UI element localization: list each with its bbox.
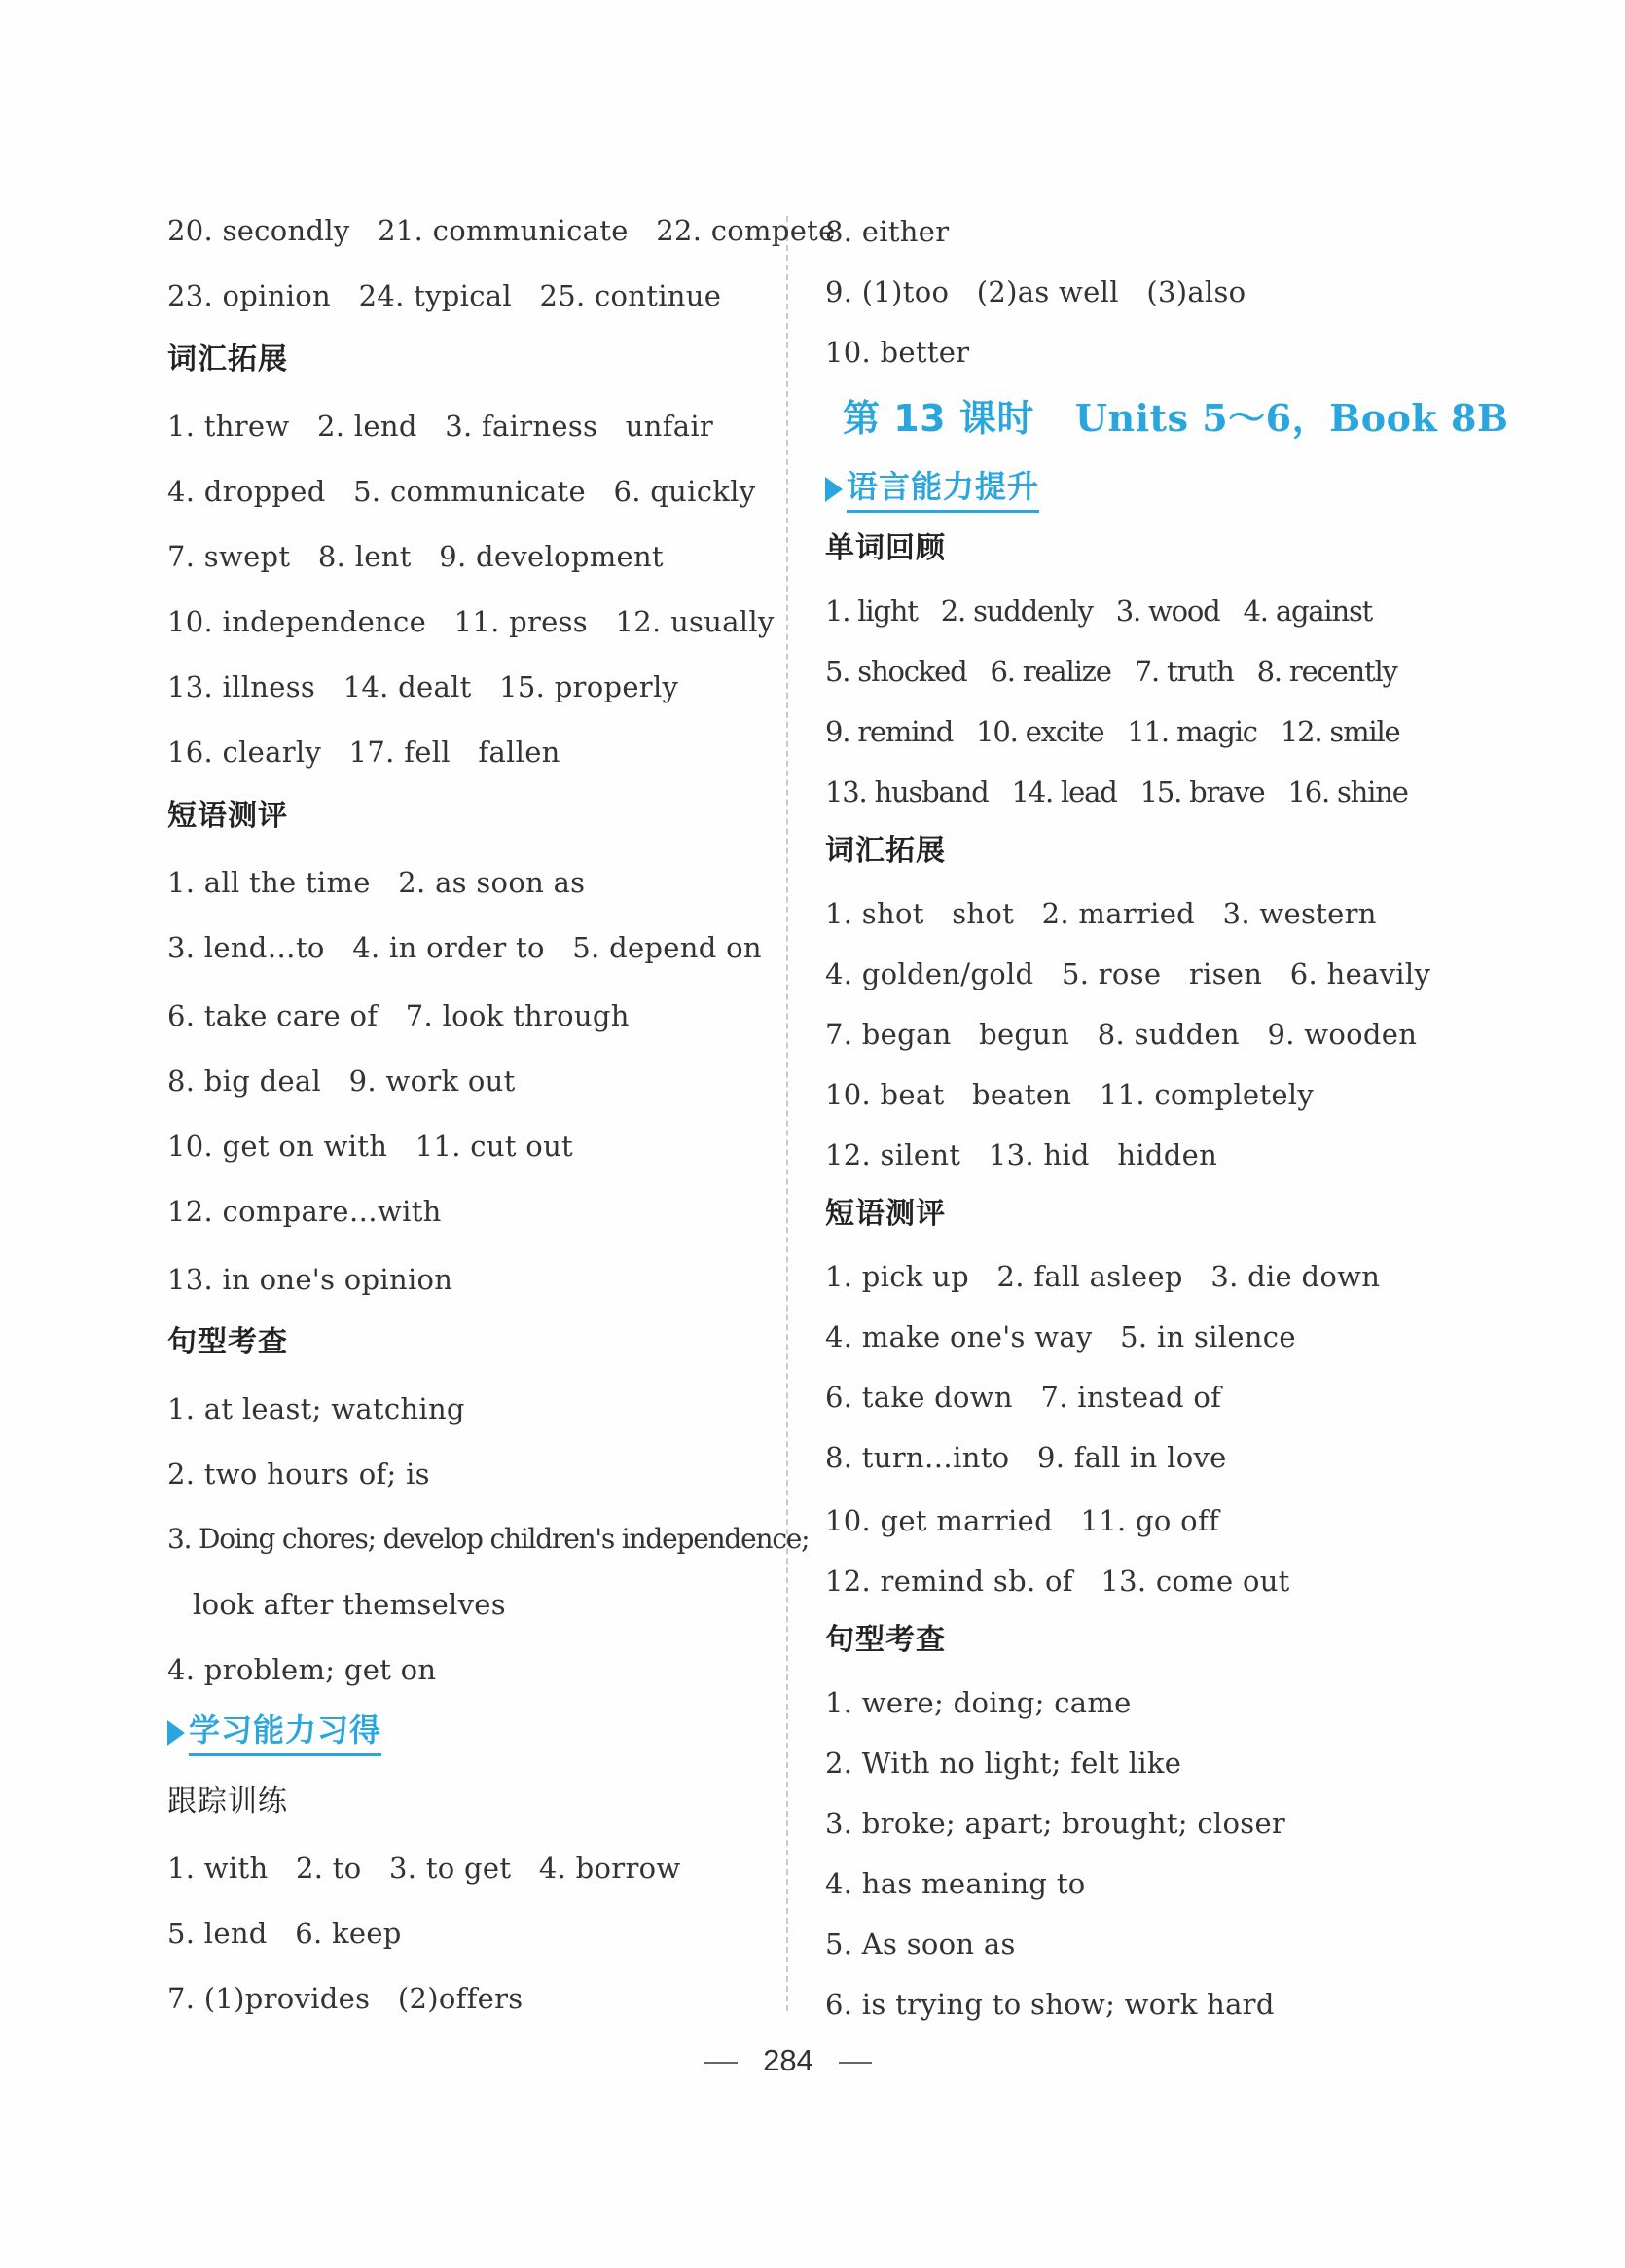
section-study-ability: 学习能力习得 — [167, 1709, 381, 1756]
answer-line: 10. better — [825, 336, 970, 369]
answer-line: 3. broke; apart; brought; closer — [825, 1807, 1286, 1840]
answer-line: 9. (1)too (2)as well (3)also — [825, 275, 1246, 308]
answer-line: 5. shocked 6. realize 7. truth 8. recently — [825, 655, 1397, 688]
triangle-marker-icon — [825, 477, 843, 502]
answer-line: 6. is trying to show; work hard — [825, 1988, 1275, 2021]
answer-line: 5. lend 6. keep — [167, 1917, 402, 1950]
answer-line: 7. (1)provides (2)offers — [167, 1982, 524, 2015]
answer-line: 1. with 2. to 3. to get 4. borrow — [167, 1852, 681, 1885]
section-language-ability: 语言能力提升 — [825, 465, 1039, 513]
answer-line: 10. beat beaten 11. completely — [825, 1078, 1315, 1111]
answer-line: 9. remind 10. excite 11. magic 12. smile — [825, 715, 1400, 748]
answer-line: 16. clearly 17. fell fallen — [167, 736, 560, 769]
answer-line: 12. silent 13. hid hidden — [825, 1138, 1218, 1171]
answer-line: 5. As soon as — [825, 1927, 1016, 1961]
answer-line: 10. independence 11. press 12. usually — [167, 605, 775, 638]
heading-phrase-test: 短语测评 — [825, 1197, 946, 1231]
heading-phrase-test: 短语测评 — [167, 799, 288, 833]
answer-line: 7. swept 8. lent 9. development — [167, 540, 664, 573]
answer-line: 6. take care of 7. look through — [167, 999, 630, 1032]
heading-sentence-check: 句型考查 — [825, 1623, 946, 1657]
answer-line: 4. has meaning to — [825, 1867, 1086, 1900]
heading-sentence-check: 句型考查 — [167, 1325, 288, 1359]
answer-line: 4. golden/gold 5. rose risen 6. heavily — [825, 957, 1431, 990]
answer-line: 13. illness 14. dealt 15. properly — [167, 670, 679, 703]
answer-line: 1. pick up 2. fall asleep 3. die down — [825, 1260, 1381, 1293]
answer-line: 20. secondly 21. communicate 22. compete — [167, 214, 836, 247]
page-number: 284 — [0, 2043, 1576, 2078]
answer-line: 8. turn…into 9. fall in love — [825, 1441, 1227, 1474]
answer-line: 13. husband 14. lead 15. brave 16. shine — [825, 775, 1408, 809]
dash-left — [704, 2062, 738, 2064]
heading-vocab-expansion: 词汇拓展 — [167, 342, 288, 377]
answer-line: 7. began begun 8. sudden 9. wooden — [825, 1018, 1418, 1051]
answer-line: 3. lend…to 4. in order to 5. depend on — [167, 931, 762, 964]
answer-line: 3. Doing chores; develop children's independence; — [167, 1523, 810, 1555]
lesson-title: 第 13 课时 Units 5～6，Book 8B — [843, 396, 1509, 440]
answer-line: 2. two hours of; is — [167, 1458, 430, 1491]
answer-line: 1. shot shot 2. married 3. western — [825, 897, 1377, 930]
answer-line: 4. make one's way 5. in silence — [825, 1320, 1296, 1353]
column-divider — [786, 216, 788, 2011]
answer-line: 12. remind sb. of 13. come out — [825, 1565, 1290, 1598]
answer-line: 4. problem; get on — [167, 1653, 437, 1686]
answer-line: 1. at least; watching — [167, 1392, 465, 1425]
heading-vocab-expansion: 词汇拓展 — [825, 834, 946, 868]
answer-line: 13. in one's opinion — [167, 1263, 453, 1296]
answer-line: 1. light 2. suddenly 3. wood 4. against — [825, 594, 1373, 628]
answer-line: 6. take down 7. instead of — [825, 1381, 1222, 1414]
answer-line: 10. get on with 11. cut out — [167, 1130, 573, 1163]
answer-line: 8. either — [825, 215, 950, 248]
dash-right — [839, 2062, 872, 2064]
triangle-marker-icon — [167, 1720, 185, 1746]
answer-line-continued: look after themselves — [193, 1588, 506, 1621]
answer-line: 10. get married 11. go off — [825, 1504, 1220, 1537]
answer-line: 8. big deal 9. work out — [167, 1064, 516, 1098]
heading-follow-up-training: 跟踪训练 — [167, 1784, 288, 1818]
answer-line: 1. were; doing; came — [825, 1686, 1132, 1719]
answer-line: 1. all the time 2. as soon as — [167, 866, 586, 899]
heading-word-review: 单词回顾 — [825, 531, 946, 565]
answer-line: 1. threw 2. lend 3. fairness unfair — [167, 410, 714, 443]
answer-line: 2. With no light; felt like — [825, 1746, 1182, 1780]
answer-line: 23. opinion 24. typical 25. continue — [167, 279, 722, 312]
answer-line: 12. compare…with — [167, 1195, 442, 1228]
answer-line: 4. dropped 5. communicate 6. quickly — [167, 475, 756, 508]
